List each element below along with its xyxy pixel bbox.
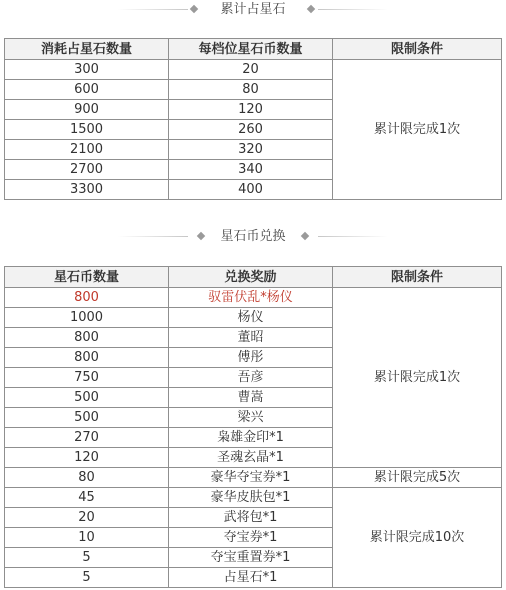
cell-coins: 80	[169, 80, 333, 100]
table-row	[5, 488, 502, 508]
cell-coins: 260	[169, 120, 333, 140]
section-title-exchange	[0, 227, 506, 247]
cell-reward: 驭雷伏乱*杨仪	[169, 288, 333, 308]
cell-reward: 夺宝重置券*1	[169, 548, 333, 568]
cell-price: 20	[5, 508, 169, 528]
cell-coins: 120	[169, 100, 333, 120]
section-title-text: 星石币兑换	[220, 229, 286, 244]
cell-reward: 枭雄金印*1	[169, 428, 333, 448]
table-row	[5, 468, 502, 488]
table-row	[5, 60, 502, 80]
cell-price: 120	[5, 448, 169, 468]
column-header: 星石币数量	[5, 267, 169, 288]
cell-cost: 2100	[5, 140, 169, 160]
cell-cost: 2700	[5, 160, 169, 180]
cell-limit: 累计限完成1次	[333, 288, 502, 468]
cell-limit: 累计限完成1次	[333, 60, 502, 200]
exchange-table	[4, 266, 502, 588]
cell-price: 500	[5, 388, 169, 408]
cell-reward: 曹嵩	[169, 388, 333, 408]
cell-coins: 340	[169, 160, 333, 180]
cell-reward: 豪华夺宝券*1	[169, 468, 333, 488]
table-row	[5, 288, 502, 308]
table-header-row	[5, 39, 502, 60]
cell-limit: 累计限完成10次	[333, 488, 502, 588]
divider-right	[318, 9, 388, 10]
column-header: 限制条件	[333, 267, 502, 288]
cell-cost: 600	[5, 80, 169, 100]
cell-cost: 900	[5, 100, 169, 120]
cell-reward: 傅彤	[169, 348, 333, 368]
cell-coins: 20	[169, 60, 333, 80]
cell-reward: 吾彦	[169, 368, 333, 388]
cell-price: 45	[5, 488, 169, 508]
cell-price: 270	[5, 428, 169, 448]
cell-reward: 董昭	[169, 328, 333, 348]
cell-reward: 杨仪	[169, 308, 333, 328]
column-header: 每档位星石币数量	[169, 39, 333, 60]
section-title-text: 累计占星石	[220, 2, 286, 17]
cell-coins: 400	[169, 180, 333, 200]
cell-limit: 累计限完成5次	[333, 468, 502, 488]
cell-price: 80	[5, 468, 169, 488]
cell-coins: 320	[169, 140, 333, 160]
section-title-accumulate	[0, 0, 506, 20]
column-header: 消耗占星石数量	[5, 39, 169, 60]
cell-cost: 1500	[5, 120, 169, 140]
cell-reward: 梁兴	[169, 408, 333, 428]
cell-reward: 夺宝券*1	[169, 528, 333, 548]
cell-price: 500	[5, 408, 169, 428]
column-header: 限制条件	[333, 39, 502, 60]
cell-price: 800	[5, 328, 169, 348]
accumulate-table	[4, 38, 502, 200]
cell-price: 10	[5, 528, 169, 548]
column-header: 兑换奖励	[169, 267, 333, 288]
cell-cost: 3300	[5, 180, 169, 200]
cell-price: 800	[5, 288, 169, 308]
cell-reward: 豪华皮肤包*1	[169, 488, 333, 508]
cell-price: 750	[5, 368, 169, 388]
cell-reward: 圣魂玄晶*1	[169, 448, 333, 468]
cell-reward: 武将包*1	[169, 508, 333, 528]
cell-cost: 300	[5, 60, 169, 80]
cell-price: 5	[5, 568, 169, 588]
cell-price: 5	[5, 548, 169, 568]
cell-price: 800	[5, 348, 169, 368]
cell-reward: 占星石*1	[169, 568, 333, 588]
cell-price: 1000	[5, 308, 169, 328]
table-header-row	[5, 267, 502, 288]
divider-right	[318, 236, 388, 237]
